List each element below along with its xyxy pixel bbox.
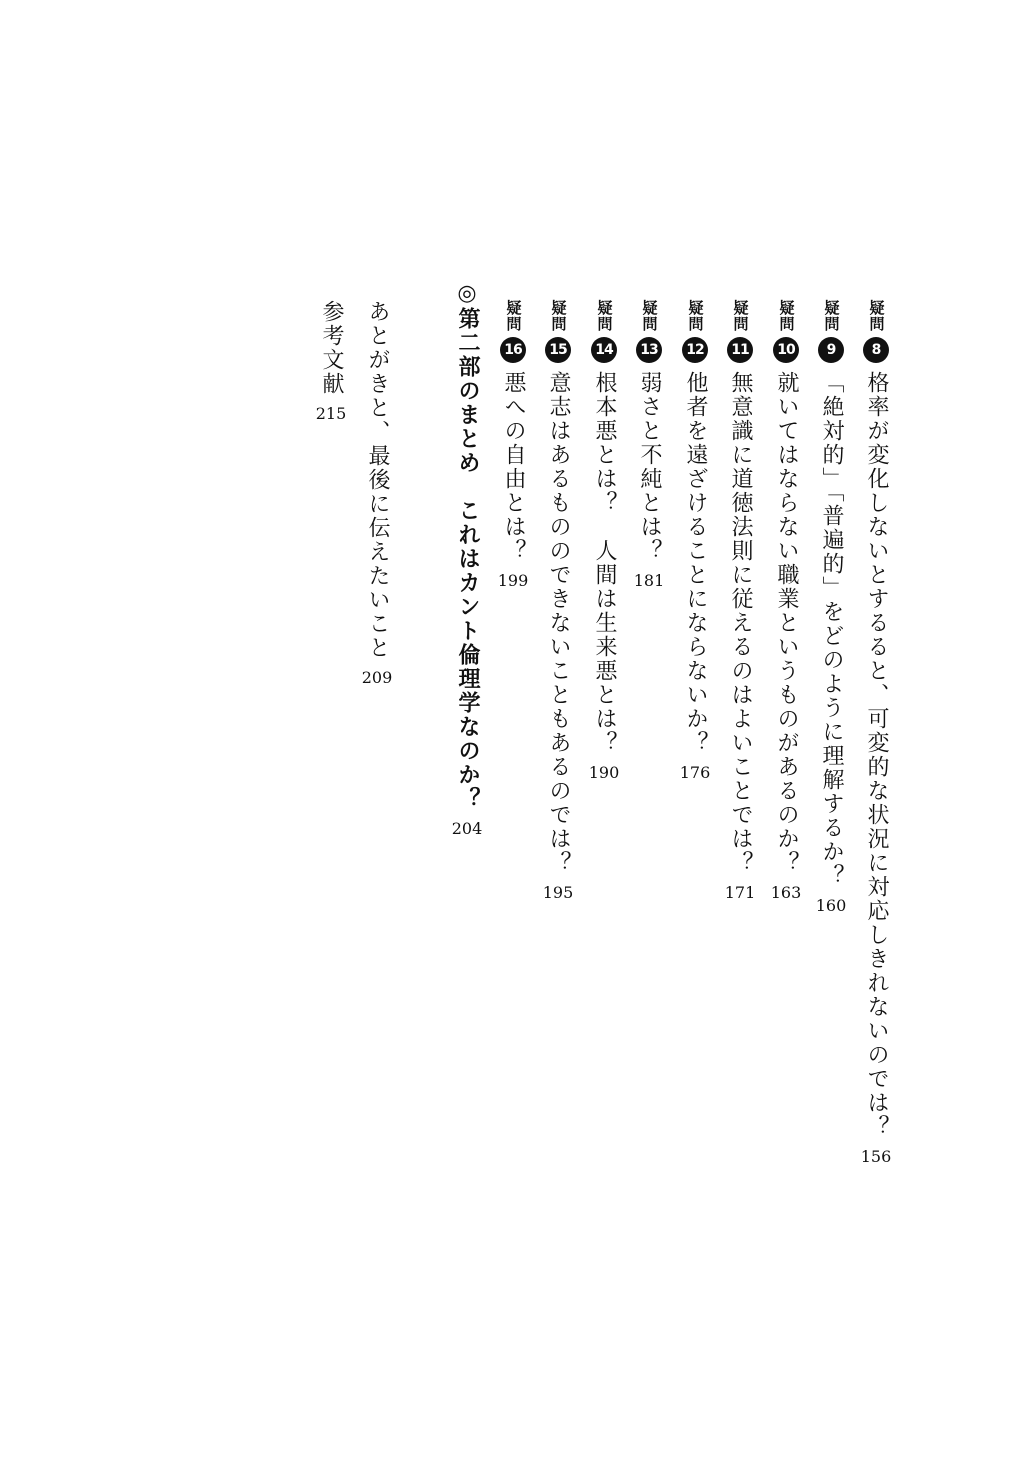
question-number-badge: 15 [545,337,571,363]
page-number: 176 [679,763,711,782]
question-number-badge: 12 [682,337,708,363]
entry-title: あとがきと、最後に伝えたいこと [365,300,390,660]
question-number-badge: 16 [500,337,526,363]
question-label: 疑問 [867,300,886,332]
page-number: 215 [315,404,347,423]
page-number: 160 [815,896,847,915]
page-number: 195 [542,883,574,902]
question-label: 疑問 [640,300,659,332]
page-number: 181 [633,571,665,590]
toc-entry-13[interactable] [631,300,667,590]
toc-entry-9[interactable] [813,300,849,915]
toc-entry-afterword[interactable] [359,300,395,687]
entry-title: 弱さと不純とは？ [637,371,662,563]
entry-title: 就いてはならない職業というものがあるのか？ [774,371,799,875]
question-label: 疑問 [549,300,568,332]
toc-entry-references[interactable] [313,300,349,423]
entry-title: 悪への自由とは？ [501,371,526,563]
question-label: 疑問 [731,300,750,332]
toc-entry-14[interactable] [586,300,622,782]
page-number: 199 [497,571,529,590]
question-number-badge: 10 [773,337,799,363]
question-number-badge: 9 [818,337,844,363]
entry-title: 格率が変化しないとするると、可変的な状況に対応しきれないのでは？ [864,371,889,1139]
toc-entry-11[interactable] [722,300,758,902]
entry-title: 他者を遠ざけることにならないか？ [683,371,708,755]
toc-entry-summary[interactable] [449,283,485,838]
page-number: 163 [770,883,802,902]
toc-entry-15[interactable] [540,300,576,902]
page-number: 204 [451,819,483,838]
question-label: 疑問 [822,300,841,332]
toc-entry-16[interactable] [495,300,531,590]
toc-entry-10[interactable] [768,300,804,902]
question-label: 疑問 [504,300,523,332]
page-number: 171 [724,883,756,902]
question-label: 疑問 [777,300,796,332]
toc-entry-12[interactable] [677,300,713,782]
page-number: 156 [860,1147,892,1166]
page-number: 190 [588,763,620,782]
entry-title: 第二部のまとめ これはカント倫理学なのか？ [455,307,480,811]
double-circle-icon: ◎ [457,281,477,306]
entry-title: 意志はあるもののできないこともあるのでは？ [546,371,571,875]
toc-entry-8[interactable] [858,300,894,1166]
page-number: 209 [361,668,393,687]
entry-title: 参考文献 [319,300,344,396]
entry-title: 無意識に道徳法則に従えるのはよいことでは？ [728,371,753,875]
question-number-badge: 11 [727,337,753,363]
question-label: 疑問 [595,300,614,332]
entry-title: 根本悪とは？ 人間は生来悪とは？ [592,371,617,755]
question-number-badge: 8 [863,337,889,363]
question-number-badge: 14 [591,337,617,363]
question-number-badge: 13 [636,337,662,363]
question-label: 疑問 [686,300,705,332]
entry-title: 「絶対的」「普遍的」をどのように理解するか？ [819,371,844,888]
